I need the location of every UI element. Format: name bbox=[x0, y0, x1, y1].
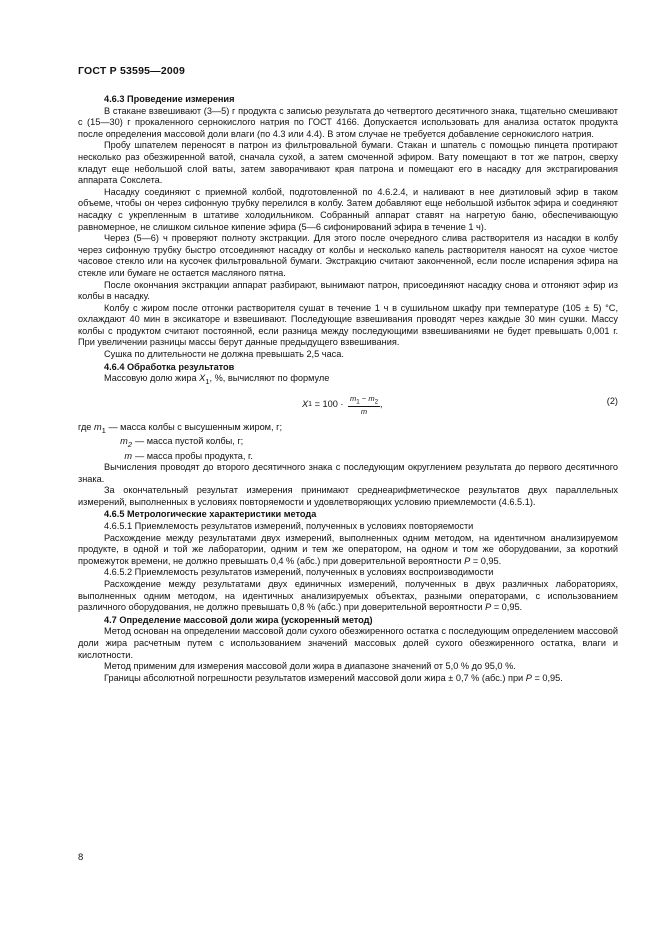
section-4-7-title: 4.7 Определение массовой доли жира (ускоренный метод) bbox=[104, 614, 373, 625]
section-4-6-4-title: 4.6.4 Обработка результатов bbox=[104, 361, 235, 372]
paragraph: За окончательный результат измерения принимают среднеарифметическое результатов двух параллельных измерений, выполненных в условиях повторяемости и удовлетворяющих условию приемлемости (4.6.5.1). bbox=[78, 485, 618, 507]
formula-intro: Массовую долю жира $X_1$, %, вычисляют по формуле bbox=[104, 373, 330, 387]
paragraph: Метод основан на определении массовой доли сухого обезжиренного остатка с последующим определением массовой доли жира расчетным путем с использованием значений массовых долей сухого обезжиренного остатка, влаги и кислотности. bbox=[78, 626, 618, 660]
paragraph: Расхождение между результатами двух единичных измерений, полученных в двух различных лабораториях, выполненных одним методом, на идентичных анализируемых объектах, разными операторами, с использованием различного оборудования, не должно превышать 0,8 % (абс.) при доверительной вероятности P = 0,95. bbox=[78, 579, 618, 613]
page-number: 8 bbox=[78, 852, 84, 863]
document-body bbox=[78, 93, 618, 684]
subsection-4-6-5-1-title: 4.6.5.1 Приемлемость результатов измерений, полученных в условиях повторяемости bbox=[104, 521, 474, 532]
where-line: $m_2$ — масса пустой колбы, г; bbox=[120, 436, 244, 449]
paragraph: Колбу с жиром после отгонки растворителя сушат в течение 1 ч в сушильном шкафу при температуре (105 ± 5) °С, охлаждают 40 мин в эксикаторе и взвешивают. Последующие взвешивания проводят через каждые 30 мин сушки. Массу колбы с продуктом считают постоянной, если разница между последующими взвешиваниями не будет превышать 0,001 г. При увеличении разницы массы берут данные предыдущего взвешивания. bbox=[78, 302, 618, 348]
where-line: где $m_1$ — масса колбы с высушенным жиром, г; bbox=[78, 421, 283, 435]
paragraph: В стакане взвешивают (3—5) г продукта с записью результата до четвертого десятичного знака, тщательно смешивают с (15—30) г прокаленного сернокислого натрия по ГОСТ 4166. Допускается использовать для анализа остаток продукта после определения массовой доли влаги (по 4.3 или 4.4). В этом случае не требуется добавление сернокислого натрия. bbox=[78, 105, 618, 139]
where-line: m — масса пробы продукта, г. bbox=[124, 450, 253, 461]
paragraph: Сушка по длительности не должна превышать 2,5 часа. bbox=[104, 349, 344, 360]
paragraph: Насадку соединяют с приемной колбой, подготовленной по 4.6.2.4, и наливают в нее диэтиловый эфир в таком объеме, чтобы он через сифонную трубку перелился в колбу. Затем добавляют еще небольшой избыток эфира и соединяют насадку с укрепленным в штативе холодильником. Собранный аппарат ставят на нагретую баню, обеспечивающую равномерное, не слишком сильное кипение эфира (5—6 сифонирований эфира в течение 1 ч). bbox=[78, 186, 618, 232]
paragraph: После окончания экстракции аппарат разбирают, вынимают патрон, присоединяют насадку снова и отгоняют эфир из колбы в насадку. bbox=[78, 279, 618, 302]
paragraph: Расхождение между результатами двух измерений, выполненных одним методом, на идентичном анализируемом продукте, в одной и той же лаборатории, одним и тем же оператором, на одном и том же оборудовании, за короткий промежуток времени, не должно превышать 0,4 % (абс.) при доверительной вероятности P = 0,95. bbox=[78, 532, 618, 566]
document-header: ГОСТ Р 53595—2009 bbox=[78, 65, 186, 77]
section-4-6-3-title: 4.6.3 Проведение измерения bbox=[104, 94, 235, 104]
paragraph: Пробу шпателем переносят в патрон из фильтровальной бумаги. Стакан и шпатель с помощью пинцета протирают несколько раз обезжиренной ватой, сначала сухой, а затем смоченной эфиром. Вату помещают в тот же патрон, сверху кладут еще небольшой слой ваты, затем заворачивают края патрона и помещают его в насадку для экстрагирования аппарата Сокслета. bbox=[78, 140, 618, 186]
paragraph: Вычисления проводят до второго десятичного знака с последующим округлением результата до первого десятичного знака. bbox=[78, 462, 618, 484]
section-4-6-5-title: 4.6.5 Метрологические характеристики метода bbox=[104, 509, 317, 520]
formula: X 1 = 100 · $\frac{m_1 - m_2}{m}$ , bbox=[302, 393, 383, 417]
equation-number: (2) bbox=[606, 395, 618, 406]
paragraph: Метод применим для измерения массовой доли жира в диапазоне значений от 5,0 % до 95,0 %. bbox=[104, 661, 516, 672]
paragraph: Границы абсолютной погрешности результатов измерений массовой доли жира ± 0,7 % (абс.) при P = 0,95. bbox=[104, 672, 563, 683]
subsection-4-6-5-2-title: 4.6.5.2 Приемлемость результатов измерений, полученных в условиях воспроизводимости bbox=[104, 567, 494, 578]
formula-fraction: $\frac{m_1 - m_2}{m}$ bbox=[350, 393, 379, 417]
paragraph: Через (5—6) ч проверяют полноту экстракции. Для этого после очередного слива растворителя из насадки в колбу через сифонную трубку быстро отсоединяют насадку от колбы и несколько капель растворителя наносят на сухое чистое часовое стекло или на кусочек фильтровальной бумаги. Экстракцию считают законченной, если после испарения эфира на стекле или бумаге не остается масляного пятна. bbox=[78, 233, 618, 278]
formula-block bbox=[78, 390, 618, 418]
